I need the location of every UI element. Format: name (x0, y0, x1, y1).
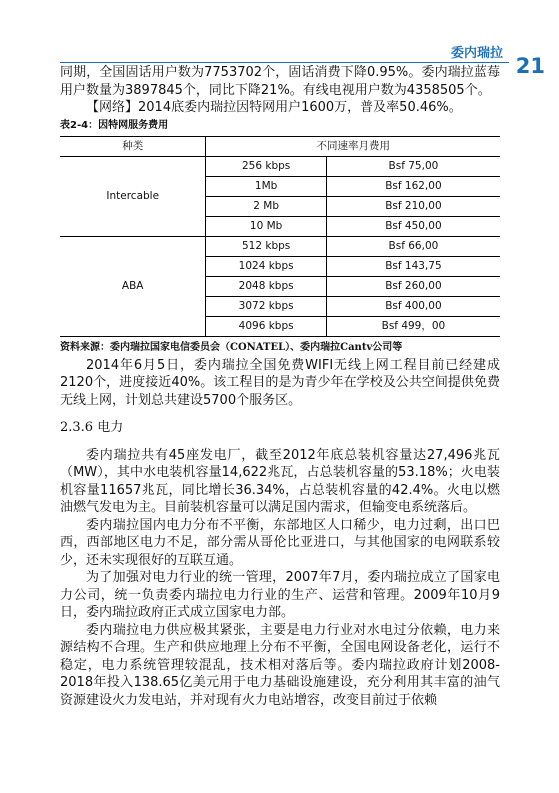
intro-paragraph: 同期，全国固话用户数为7753702个，固话消费下降0.95%。委内瑞拉蓝莓用户数量为3897845个，同比下降21%。有线电视用户数为4358505个。 (60, 65, 500, 98)
table-caption: 表2-4：因特网服务费用 (60, 119, 169, 131)
power-paragraph: 委内瑞拉电力供应极其紧张，主要是电力行业对水电过分依赖，电力来源结构不合理。生产和供应地理上分布不平衡，全国电网设备老化，运行不稳定，电力系统管理较混乱，技术相对落后等。委内瑞拉政府计划2008-2018年投入138.65亿美元用于电力基础设施建设，充分利用其丰富的油气资源建设火力发电站，并对现有火力电站增容，改变目前过于依赖 (60, 622, 500, 708)
table-header-row (60, 137, 500, 157)
price-cell: Bsf 450,00 (326, 217, 500, 237)
internet-fee-table (60, 136, 500, 337)
header-fee: 不同速率月费用 (206, 137, 500, 157)
page-body (60, 64, 500, 709)
header-type: 种类 (60, 137, 206, 157)
speed-cell: 1024 kbps (206, 257, 326, 277)
table-row (60, 237, 500, 257)
power-paragraph: 为了加强对电力行业的统一管理，2007年7月，委内瑞拉成立了国家电力公司，统一负责委内瑞拉电力行业的生产、运营和管理。2009年10月9日，委内瑞拉政府正式成立国家电力部。 (60, 570, 500, 620)
price-cell: Bsf 162,00 (326, 177, 500, 197)
price-cell: Bsf 75,00 (326, 157, 500, 177)
speed-cell: 512 kbps (206, 237, 326, 257)
provider-cell: Intercable (60, 157, 206, 237)
network-paragraph: 【网络】2014底委内瑞拉因特网用户1600万，普及率50.46%。 (86, 100, 462, 115)
speed-cell: 10 Mb (206, 217, 326, 237)
price-cell: Bsf 499，00 (326, 317, 500, 337)
price-cell: Bsf 400,00 (326, 297, 500, 317)
speed-cell: 4096 kbps (206, 317, 326, 337)
running-header-title: 委内瑞拉 (450, 46, 503, 61)
power-paragraph: 委内瑞拉共有45座发电厂，截至2012年底总装机容量达27,496兆瓦（MW），其中水电装机容量14,622兆瓦，占总装机容量的53.18%；火电装机容量11657兆瓦，同比增长36.34%，占总装机容量的42.4%。火电以燃油燃气发电为主。目前装机容量可以满足国内需求，但输变电系统落后。 (60, 447, 500, 515)
price-cell: Bsf 210,00 (326, 197, 500, 217)
speed-cell: 1Mb (206, 177, 326, 197)
provider-cell: ABA (60, 237, 206, 337)
speed-cell: 2 Mb (206, 197, 326, 217)
section-heading: 2.3.6 电力 (60, 420, 124, 435)
price-cell: Bsf 143,75 (326, 257, 500, 277)
speed-cell: 256 kbps (206, 157, 326, 177)
price-cell: Bsf 260,00 (326, 277, 500, 297)
wifi-paragraph: 2014年6月5日，委内瑞拉全国免费WIFI无线上网工程目前已经建成2120个，进度接近40%。该工程目的是为青少年在学校及公共空间提供免费无线上网，计划总共建设5700个服务区。 (60, 357, 500, 408)
page-number: 21 (515, 54, 545, 78)
table-source: 资料来源：委内瑞拉国家电信委员会（CONATEL）、委内瑞拉Cantv公司等 (60, 342, 403, 353)
speed-cell: 2048 kbps (206, 277, 326, 297)
power-paragraph: 委内瑞拉国内电力分布不平衡，东部地区人口稀少，电力过剩，出口巴西，西部地区电力不足，部分需从哥伦比亚进口，与其他国家的电网联系较少，还未实现很好的互联互通。 (60, 517, 500, 568)
header-rule (60, 62, 509, 63)
table-row (60, 157, 500, 177)
price-cell: Bsf 66,00 (326, 237, 500, 257)
speed-cell: 3072 kbps (206, 297, 326, 317)
